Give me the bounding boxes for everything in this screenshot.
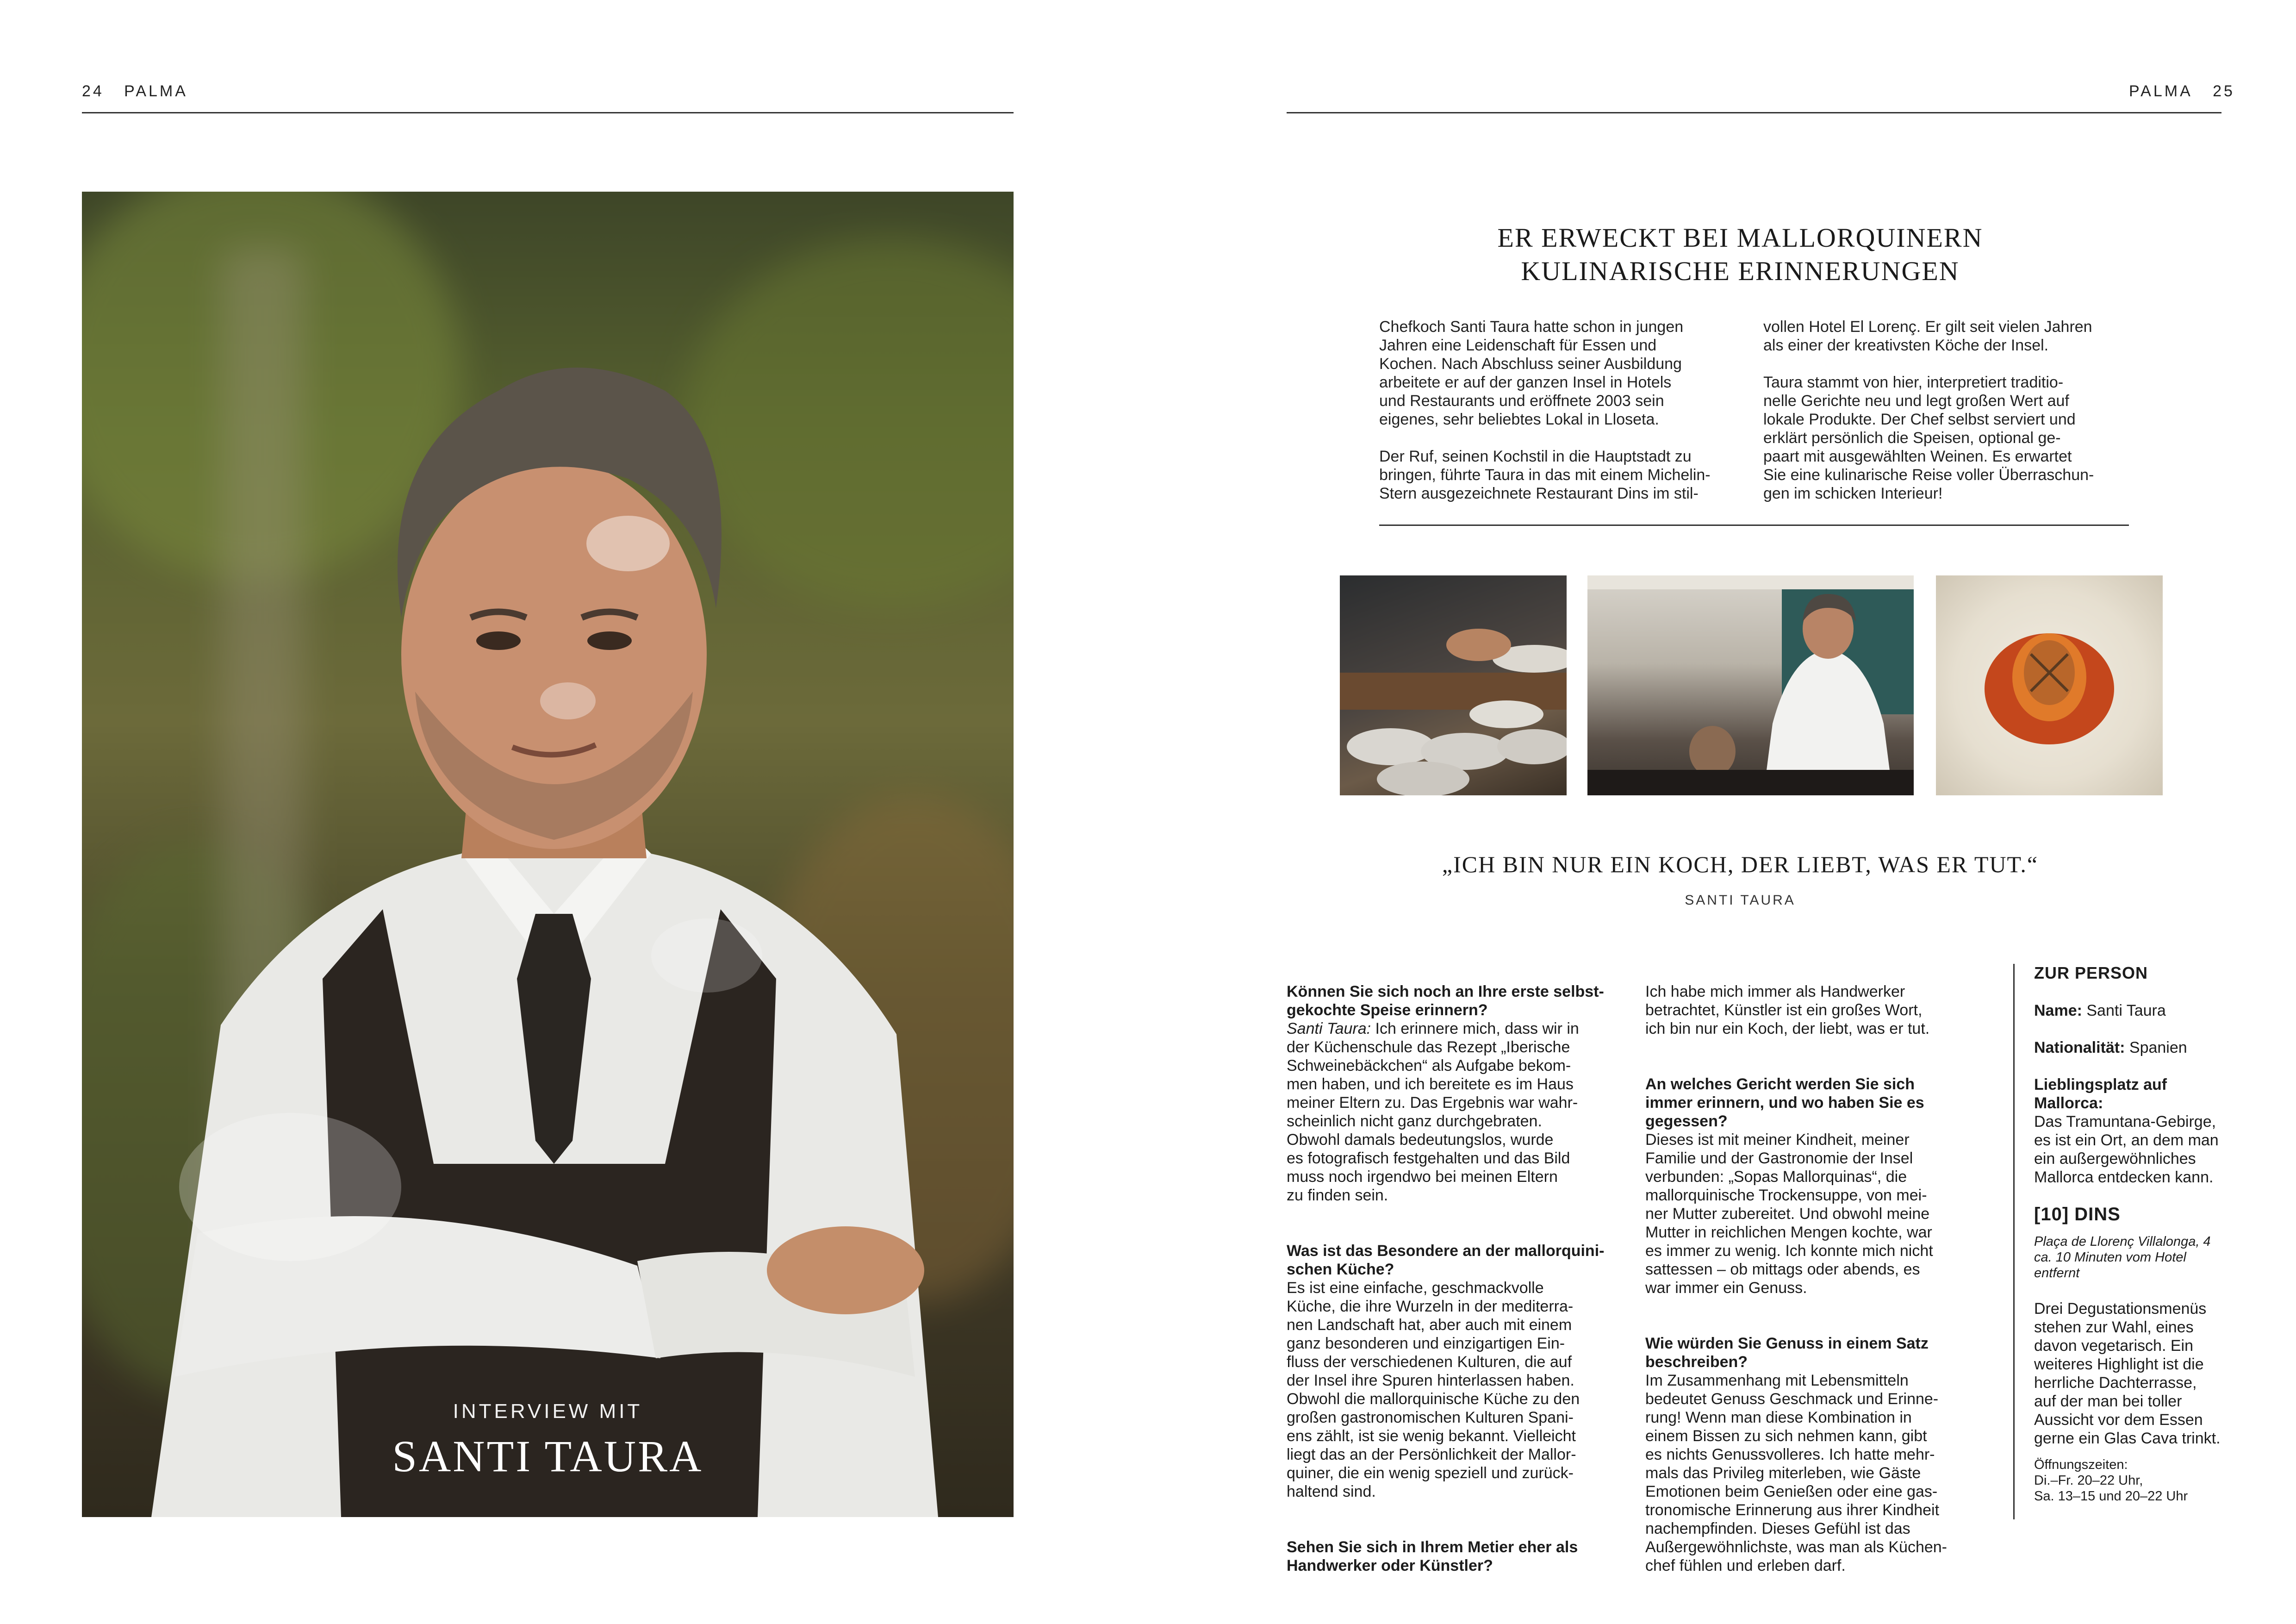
interview-speaker: Santi Taura: [1287,1020,1371,1037]
headline-line-2: KULINARISCHE ERINNERUNGEN [1521,256,1960,286]
opening-hours [2034,1457,2238,1504]
sidebar-nationality [2034,1038,2238,1057]
interview-column-2 [1645,964,1997,1593]
sidebar-divider [2013,964,2015,1519]
interview-block [1645,964,1997,1038]
interview-block [1645,1316,1997,1575]
dish-plating-photo [1340,575,1567,795]
interview-answer: Es ist eine einfache, geschmackvolle Küche, die ihre Wurzeln in der mediterra- nen Landschaft hat, aber auch mit einem ganz besonderen und einzigartigen Ein- fluss der verschiedenen Kulturen, die auf der Insel ihre Spuren hinterlassen haben. Obwohl die mallorquinische Küche zu den großen gastronomischen Kulturen Spani- ens zählt, ist sie wenig bekannt. Vielleicht liegt das an der Persönlichkeit der Mallor- quiner, die ein wenig speziell und zurück- haltend sind. [1287,1279,1580,1500]
interview-block [1287,1519,1629,1593]
venue-address: Plaça de Llorenç Villalonga, 4 ca. 10 Minuten vom Hotel entfernt [2034,1234,2211,1280]
interview-name: SANTI TAURA [392,1431,703,1481]
profile-sidebar [2034,964,2238,1523]
favorite-label: Lieblingsplatz auf Mallorca: [2034,1076,2167,1112]
left-page-number: 24 [82,82,104,100]
pull-quote: „ICH BIN NUR EIN KOCH, DER LIEBT, WAS ER TUT.“ [1442,851,2039,877]
nationality-value: Spanien [2125,1039,2187,1056]
name-label: Name: [2034,1002,2082,1019]
hours-label: Öffnungszeiten: [2034,1457,2128,1472]
interview-block [1287,964,1629,1205]
headline-line-1: ER ERWECKT BEI MALLORQUINERN [1497,223,1983,253]
interview-answer: Im Zusammenhang mit Lebensmitteln bedeutet Genuss Geschmack und Erinne- rung! Wenn man diese Kombination in einem Bissen zu sich nehmen kann, gibt es nichts Genussvolleres. Ich hatte mehr- mals das Privileg miterleben, wie Gäste Emotionen beim Genießen oder eine gas- tronomische Erinnerung aus ihrer Kindheit nachempfinden. Dieses Gefühl ist das Außergewöhnlichste, was man als Küchen- chef fühlen und erleben darf. [1645,1372,1947,1574]
signature-dish-photo [1936,575,2163,795]
interview-block [1645,1056,1997,1297]
interview-kicker: INTERVIEW MIT [453,1400,643,1423]
right-header-rule [1287,112,2221,113]
chef-portrait-illustration [82,192,1014,1517]
interview-answer: Ich habe mich immer als Handwerker betrachtet, Künstler ist ein großes Wort, ich bin nur ein Koch, der liebt, was er tut. [1645,983,1930,1037]
intro-bottom-rule [1379,525,2129,526]
favorite-value: Das Tramuntana-Gebirge, es ist ein Ort, an dem man ein außergewöhnliches Mallorca entdecken kann. [2034,1113,2219,1186]
interview-question: Wie würden Sie Genuss in einem Satz beschreiben? [1645,1335,1929,1371]
interview-answer: Dieses ist mit meiner Kindheit, meiner Familie und der Gastronomie der Insel verbunden: „Sopas Mallorquinas“, die mallorquinische Trockensuppe, von mei- ner Mutter zubereitet. Und obwohl meine Mutter in reichlichen Mengen kochte, war es immer zu wenig. Ich konnte mich nicht sattessen – ob mittags oder abends, es war immer ein Genuss. [1645,1131,1933,1297]
article-headline [1287,221,2194,288]
sidebar-favorite [2034,1075,2238,1187]
pull-quote-author: SANTI TAURA [1685,893,1796,908]
venue-description: Drei Degustationsmenüs stehen zur Wahl, eines davon vegetarisch. Ein weiteres Highlight ist die herrliche Dachterrasse, auf der man bei toller Aussicht vor dem Essen gerne ein Glas Cava trinkt. [2034,1300,2221,1447]
hero-photo [82,192,1014,1517]
interview-question: An welches Gericht werden Sie sich immer erinnern, und wo haben Sie es gegessen? [1645,1075,1924,1130]
left-section-label: PALMA [124,82,188,100]
intro-column-1: Chefkoch Santi Taura hatte schon in jungen Jahren eine Leidenschaft für Essen und Kochen. Nach Abschluss seiner Ausbildung arbeitete er auf der ganzen Insel in Hotels und Restaurants und eröffnete 2003 sein eigenes, sehr beliebtes Lokal in Lloseta. Der Ruf, seinen Kochstil in die Hauptstadt zu bringen, führte Taura in das mit einem Michelin- Stern ausgezeichnete Restaurant Dins im stil- [1379,318,1711,502]
sidebar-name [2034,1001,2238,1020]
sidebar-heading: ZUR PERSON [2034,963,2148,982]
right-running-head [2129,82,2235,100]
intro-column-2: vollen Hotel El Lorenç. Er gilt seit vielen Jahren als einer der kreativsten Köche der Insel. Taura stammt von hier, interpretiert traditio- nelle Gerichte neu und legt großen Wert auf lokale Produkte. Der Chef selbst serviert und erklärt persönlich die Speisen, optional ge- paart mit ausgewählten Weinen. Es erwartet Sie eine kulinarische Reise voller Überraschun- gen im schicken Interieur! [1763,318,2094,502]
name-value: Santi Taura [2082,1002,2166,1019]
hours-value: Di.–Fr. 20–22 Uhr, Sa. 13–15 und 20–22 Uhr [2034,1473,2188,1504]
left-running-head [82,82,188,100]
venue-heading: [10] DINS [2034,1204,2121,1224]
interview-answer: Ich erinnere mich, dass wir in der Küchenschule das Rezept „Iberische Schweinebäckchen“ als Aufgabe bekom- men haben, und ich bereitete es im Haus meiner Eltern zu. Das Ergebnis war wahr- scheinlich nicht ganz durchgebraten. Obwohl damals bedeutungslos, wurde es fotografisch festgehalten und das Bild muss noch irgendwo bei meinen Eltern zu finden sein. [1287,1020,1579,1204]
restaurant-interior-photo [1587,575,1914,795]
left-header-rule [82,112,1014,113]
right-page-number: 25 [2213,82,2235,100]
right-section-label: PALMA [2129,82,2193,100]
interview-question: Was ist das Besondere an der mallorquini- schen Küche? [1287,1242,1605,1278]
interview-block [1287,1223,1629,1501]
interview-question: Können Sie sich noch an Ihre erste selbst- gekochte Speise erinnern? [1287,983,1604,1019]
interview-column-1 [1287,964,1629,1612]
interview-question: Sehen Sie sich in Ihrem Metier eher als Handwerker oder Künstler? [1287,1538,1578,1574]
nationality-label: Nationalität: [2034,1039,2125,1056]
